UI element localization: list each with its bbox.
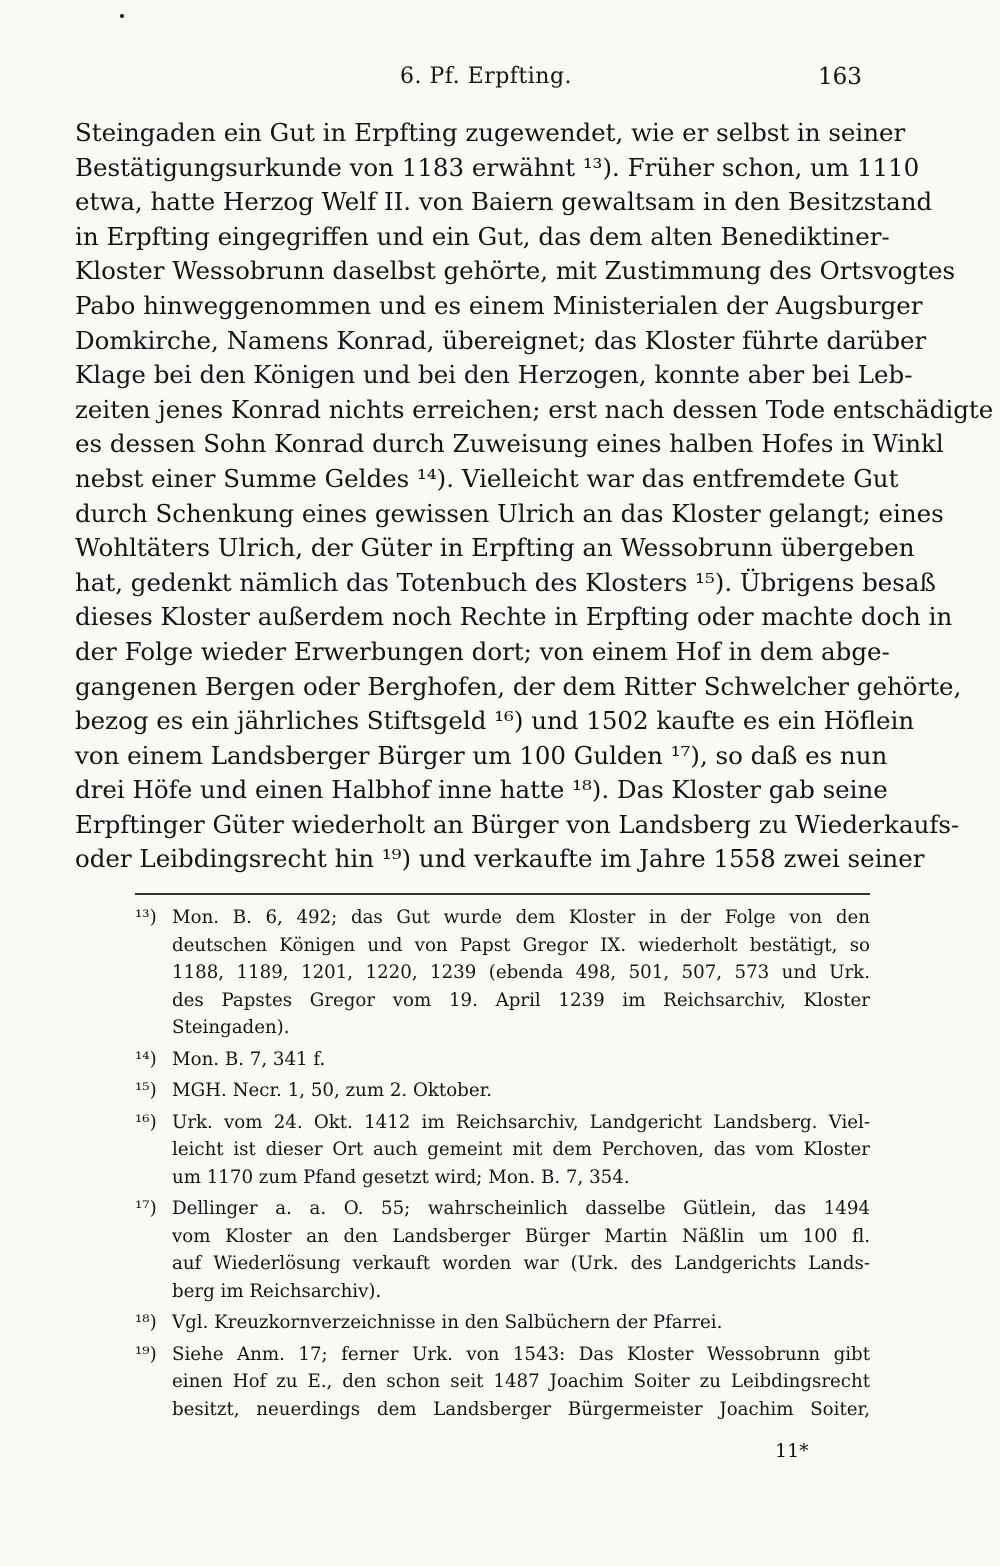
footnote-line: Steingaden). [172,1017,290,1038]
footnote-line: des Papstes Gregor vom 19. April 1239 im Reichsarchiv, Kloster [172,989,870,1011]
body-line: Wohltäters Ulrich, der Güter in Erpfting an Wessobrunn übergeben [75,533,915,563]
footnote-line: besitzt, neuerdings dem Landsberger Bürgermeister Joachim Soiter, [172,1398,870,1420]
body-line: in Erpfting eingegriffen und ein Gut, das dem alten Benediktiner- [75,221,890,251]
body-line: Erpftinger Güter wiederholt an Bürger von Landsberg zu Wiederkaufs- [75,809,960,839]
footnote [135,1195,870,1305]
footnote-line: leicht ist dieser Ort auch gemeint mit dem Perchoven, das vom Kloster [172,1139,870,1160]
body-line: oder Leibdingsrecht hin ¹⁹) und verkaufte im Jahre 1558 zwei seiner [75,844,925,874]
footnote-line: einen Hof zu E., den schon seit 1487 Joachim Soiter zu Leibdingsrecht [172,1371,870,1392]
body-line: hat, gedenkt nämlich das Totenbuch des Klosters ¹⁵). Übrigens besaß [75,567,936,597]
footnote-line: um 1170 zum Pfand gesetzt wird; Mon. B. 7, 354. [172,1166,630,1188]
footnote-line [135,904,870,932]
running-header [0,64,1000,100]
body-line: dieses Kloster außerdem noch Rechte in Erpfting oder machte doch in [75,602,953,632]
footnote-line [135,1309,870,1337]
body-line: es dessen Sohn Konrad durch Zuweisung eines halben Hofes in Winkl [75,429,944,459]
body-line: Bestätigungsurkunde von 1183 erwähnt ¹³). Früher schon, um 1110 [75,152,920,182]
footnote-marker: ¹³) [135,907,157,928]
footnote-text: Mon. B. 7, 341 f. [172,1048,326,1070]
footnotes [135,904,870,1427]
footnote [135,1046,870,1074]
body-line: der Folge wieder Erwerbungen dort; von einem Hof in dem abge- [75,636,890,666]
footnote-line: berg im Reichsarchiv). [172,1280,382,1302]
footnote [135,1109,870,1192]
body-line: von einem Landsberger Bürger um 100 Gulden ¹⁷), so daß es nun [75,740,888,770]
footnote-line [135,1195,870,1223]
footnote [135,1341,870,1424]
footnote-text: Dellinger a. a. O. 55; wahrscheinlich dasselbe Gütlein, das 1494 [172,1198,870,1219]
footnote [135,1077,870,1105]
footnote-line [135,1109,870,1137]
body-line: gangenen Bergen oder Berghofen, der dem Ritter Schwelcher gehörte, [75,671,962,701]
footnote-text: MGH. Necr. 1, 50, zum 2. Oktober. [172,1080,493,1101]
page-number: 163 [818,64,862,90]
body-line: zeiten jenes Konrad nichts erreichen; erst nach dessen Tode entschädigte [75,394,994,424]
body-line: Klage bei den Königen und bei den Herzogen, konnte aber bei Leb- [75,360,913,390]
ink-speck [120,14,124,18]
body-line: Steingaden ein Gut in Erpfting zugewendet, wie er selbst in seiner [75,118,906,147]
footnote-text: Mon. B. 6, 492; das Gut wurde dem Kloster in der Folge von den [172,907,870,928]
footnote-marker: ¹⁹) [135,1343,157,1365]
footnote-line [135,1341,870,1369]
body-line: etwa, hatte Herzog Welf II. von Baiern gewaltsam in den Besitzstand [75,187,933,217]
footnote-marker: ¹⁷) [135,1198,157,1219]
header-title: 6. Pf. Erpfting. [400,64,573,89]
footnote-line: deutschen Königen und von Papst Gregor IX. wiederholt bestätigt, so [172,934,870,956]
body-text [75,116,994,877]
footnote-text: Siehe Anm. 17; ferner Urk. von 1543: Das Kloster Wessobrunn gibt [172,1343,870,1365]
footnote-line: auf Wiederlösung verkauft worden war (Urk. des Landgerichts Lands- [172,1253,870,1274]
signature-mark: 11* [775,1440,809,1462]
footnote [135,904,870,1042]
footnote-marker: ¹⁵) [135,1080,157,1101]
body-line: durch Schenkung eines gewissen Ulrich an das Kloster gelangt; eines [75,498,944,528]
footnote-line [135,1046,870,1074]
footnote-marker: ¹⁴) [135,1048,157,1070]
body-line: Domkirche, Namens Konrad, übereignet; das Kloster führte darüber [75,325,927,355]
footnote-text: Urk. vom 24. Okt. 1412 im Reichsarchiv, Landgericht Landsberg. Viel- [172,1111,870,1133]
footnote-line: 1188, 1189, 1201, 1220, 1239 (ebenda 498, 501, 507, 573 und Urk. [172,962,870,983]
footnote-marker: ¹⁸) [135,1312,157,1333]
body-line: nebst einer Summe Geldes ¹⁴). Vielleicht war das entfremdete Gut [75,463,899,493]
footnote-line [135,1077,870,1105]
footnote-separator [135,893,870,895]
body-line: bezog es ein jährliches Stiftsgeld ¹⁶) und 1502 kaufte es ein Höflein [75,706,915,736]
footnote-marker: ¹⁶) [135,1111,157,1133]
body-line: Kloster Wessobrunn daselbst gehörte, mit Zustimmung des Ortsvogtes [75,256,956,286]
footnote [135,1309,870,1337]
footnote-text: Vgl. Kreuzkornverzeichnisse in den Salbüchern der Pfarrei. [172,1312,723,1333]
footnote-line: vom Kloster an den Landsberger Bürger Martin Näßlin um 100 fl. [172,1225,870,1247]
body-line: Pabo hinweggenommen und es einem Ministerialen der Augsburger [75,290,923,320]
body-line: drei Höfe und einen Halbhof inne hatte ¹⁸). Das Kloster gab seine [75,775,888,805]
